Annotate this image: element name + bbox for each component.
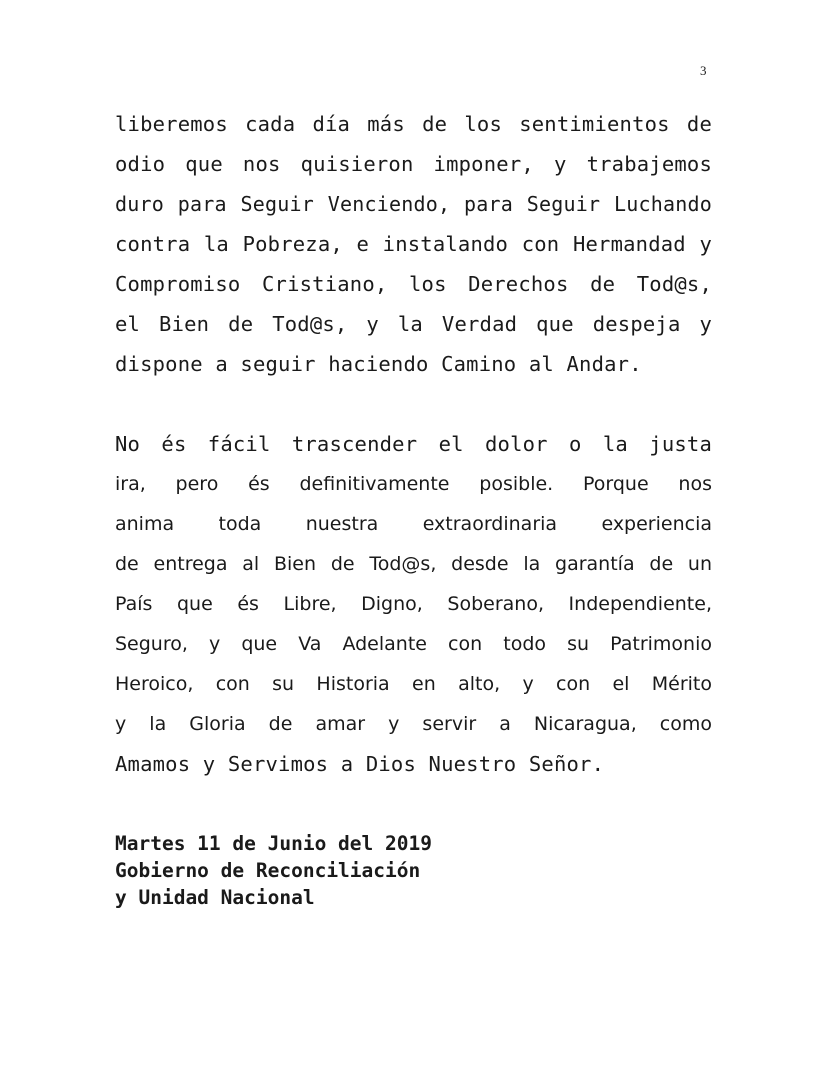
paragraph-line: odio que nos quisieron imponer, y trabajemos <box>115 152 712 176</box>
paragraph-line: anima toda nuestra extraordinaria experiencia <box>115 513 712 535</box>
paragraph-line: ira, pero és definitivamente posible. Porque nos <box>115 473 712 495</box>
paragraph-line: País que és Libre, Digno, Soberano, Independiente, <box>115 593 712 615</box>
paragraph-line: el Bien de Tod@s, y la Verdad que despeja y <box>115 312 712 336</box>
paragraph-2 <box>115 424 712 784</box>
paragraph-line: Heroico, con su Historia en alto, y con el Mérito <box>115 673 712 695</box>
paragraph-line: contra la Pobreza, e instalando con Hermandad y <box>115 232 712 256</box>
paragraph-line: Compromiso Cristiano, los Derechos de Tod@s, <box>115 272 712 296</box>
signature-date: Martes 11 de Junio del 2019 <box>115 832 432 855</box>
paragraph-line: duro para Seguir Venciendo, para Seguir Luchando <box>115 192 712 216</box>
paragraph-line: Amamos y Servimos a Dios Nuestro Señor. <box>115 752 605 776</box>
paragraph-line: y la Gloria de amar y servir a Nicaragua, como <box>115 713 712 735</box>
page-number: 3 <box>700 63 707 78</box>
paragraph-line: No és fácil trascender el dolor o la justa <box>115 432 712 456</box>
signature-government-cont: y Unidad Nacional <box>115 886 315 909</box>
paragraph-line: liberemos cada día más de los sentimientos de <box>115 112 712 136</box>
signature-government: Gobierno de Reconciliación <box>115 859 421 882</box>
paragraph-line: de entrega al Bien de Tod@s, desde la garantía de un <box>115 553 712 575</box>
signature-block <box>115 830 432 911</box>
paragraph-line: Seguro, y que Va Adelante con todo su Patrimonio <box>115 633 712 655</box>
paragraph-1 <box>115 104 712 384</box>
paragraph-line: dispone a seguir haciendo Camino al Andar. <box>115 352 642 376</box>
